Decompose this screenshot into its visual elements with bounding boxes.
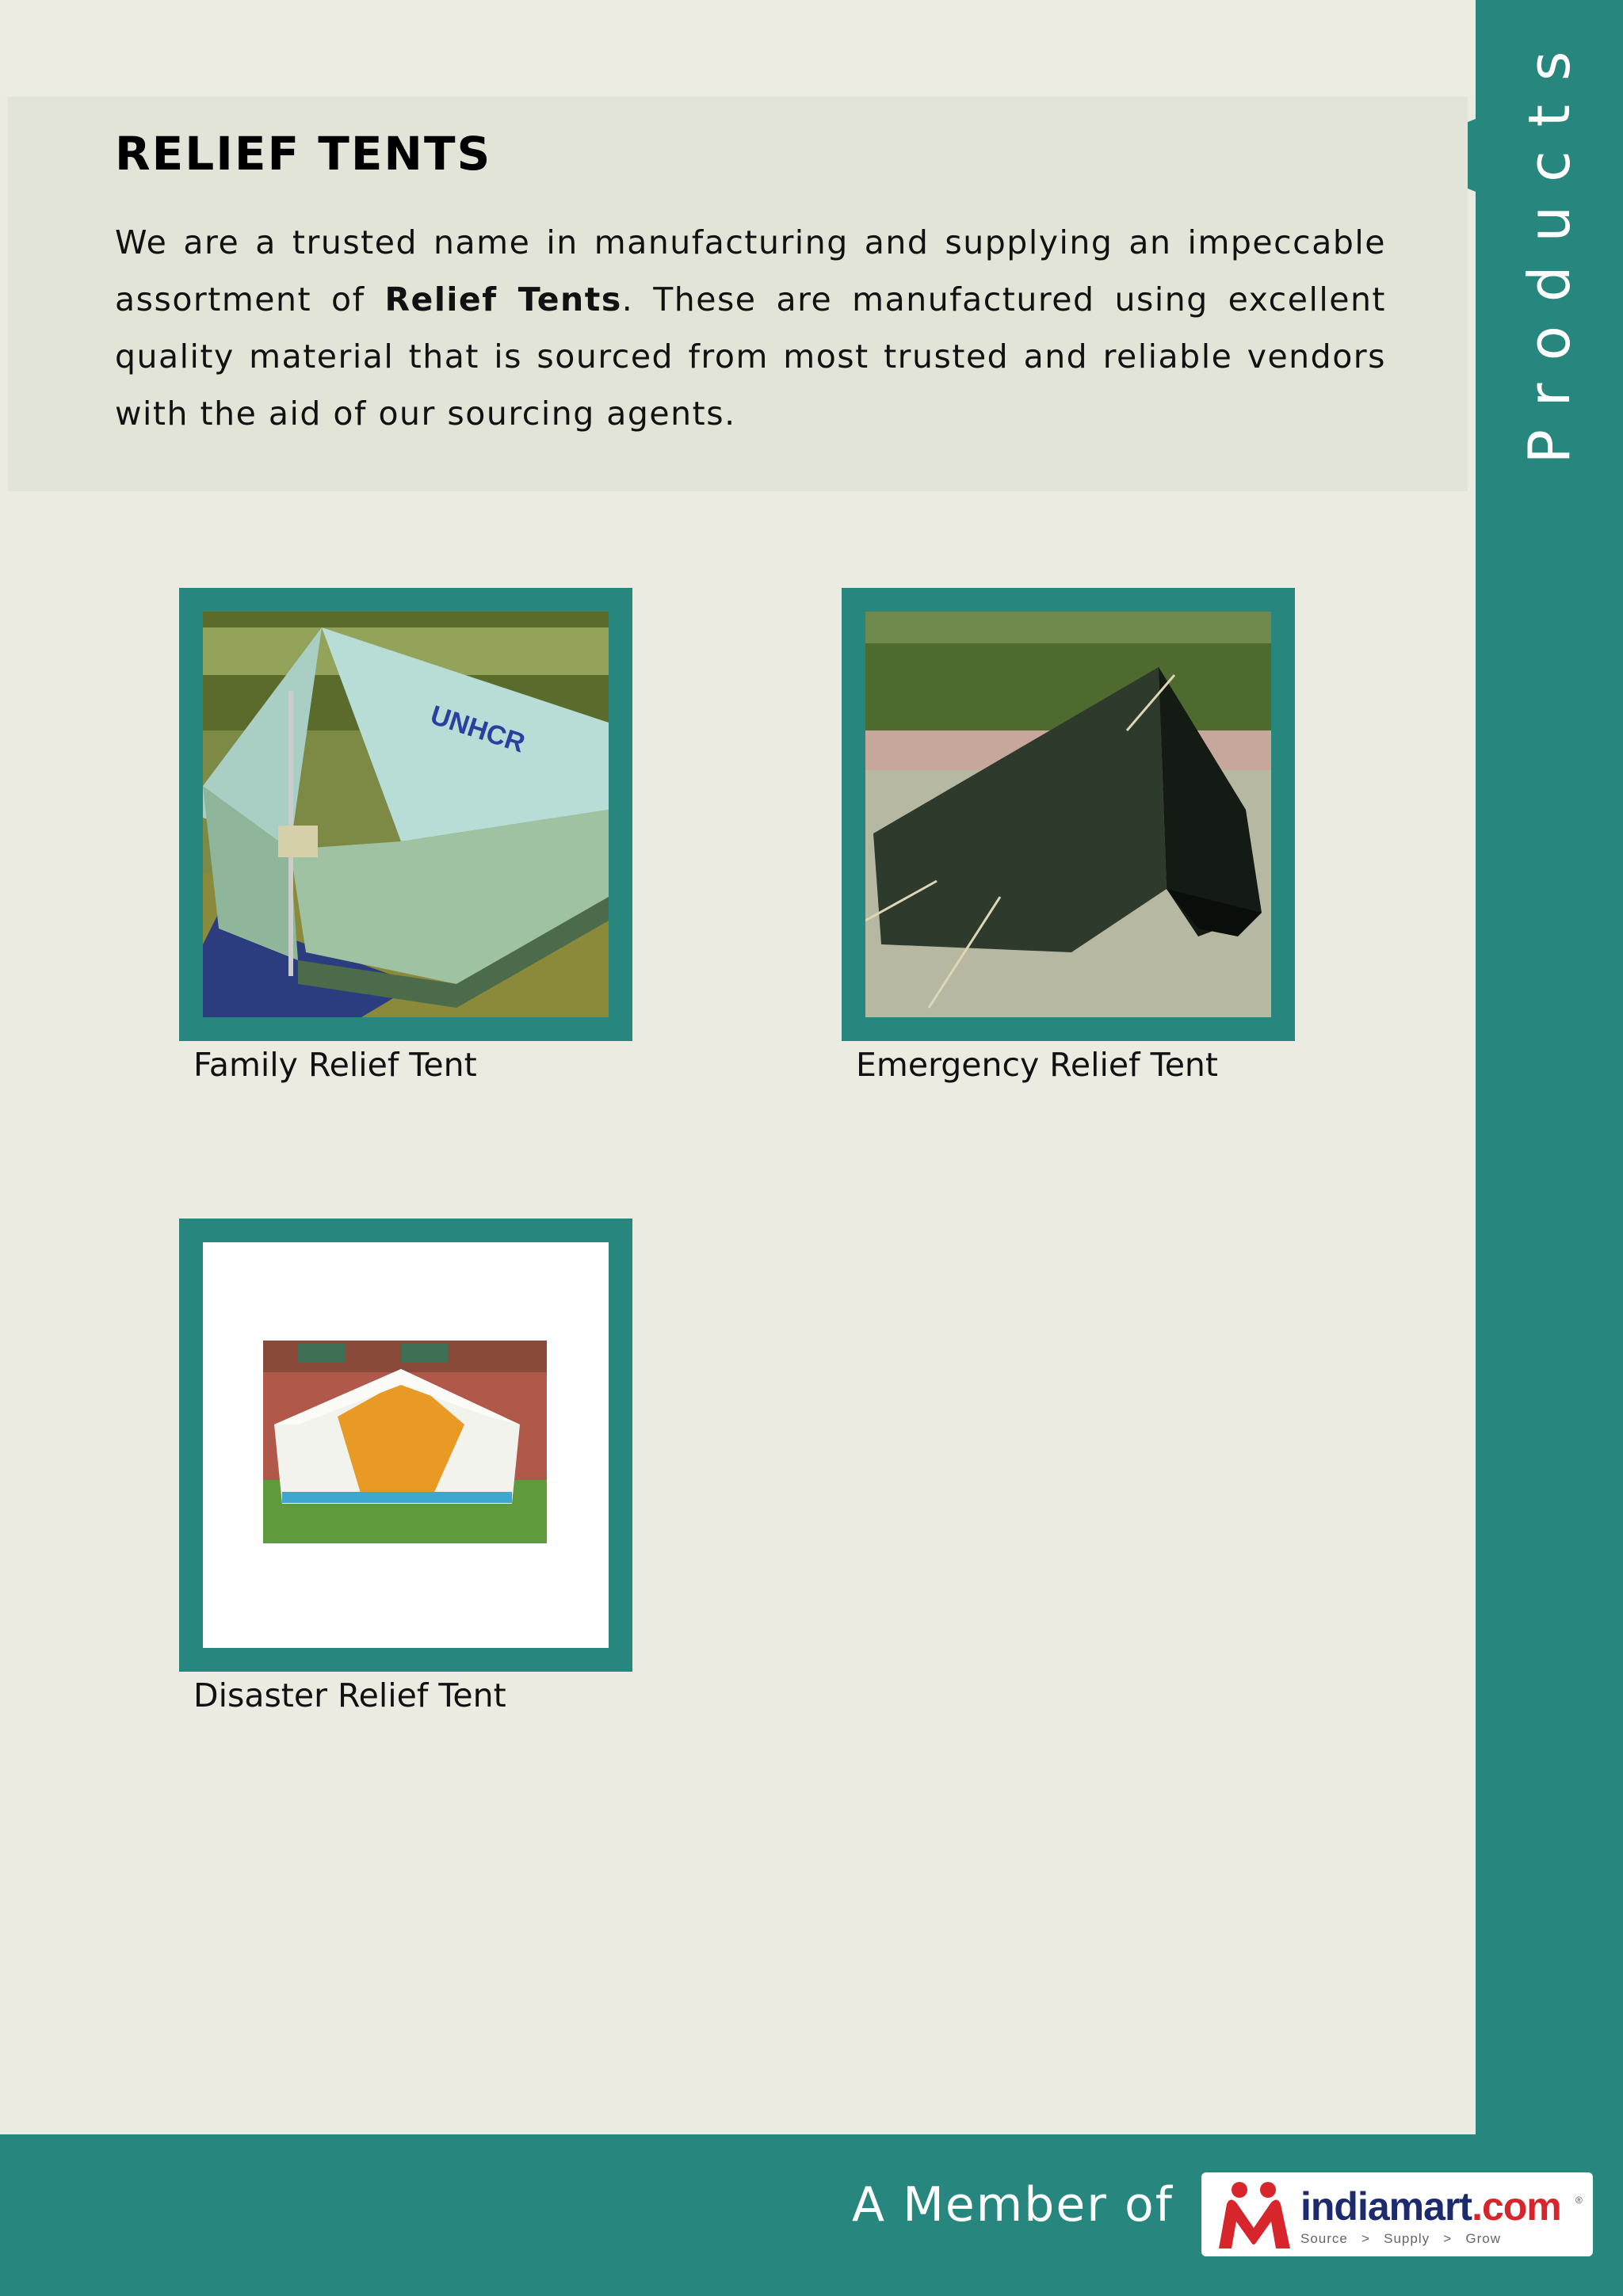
product-frame [179,1219,632,1672]
indiamart-m-icon [1208,2172,1303,2256]
product-card-family[interactable] [179,588,632,1084]
sidebar [1476,0,1623,2134]
product-caption-disaster: Disaster Relief Tent [193,1676,506,1714]
product-frame [179,588,632,1041]
product-caption-family: Family Relief Tent [193,1046,477,1084]
intro-text-bold: Relief Tents [384,280,622,318]
svg-text:UNHCR: UNHCR [426,700,529,759]
emergency-tent-photo[interactable] [865,612,1271,1017]
logo-word-main: indiamart [1300,2184,1472,2229]
logo-word-suffix: .com [1472,2184,1561,2229]
logo-tagline: Source > Supply > Grow [1300,2231,1501,2246]
product-card-disaster[interactable] [179,1219,632,1714]
disaster-tent-image [203,1242,609,1648]
family-tent-photo[interactable] [203,612,609,1017]
registered-icon: ® [1575,2195,1583,2206]
top-band [0,0,1476,97]
product-caption-emergency: Emergency Relief Tent [856,1046,1218,1084]
product-card-emergency[interactable] [842,588,1295,1084]
intro-paragraph [115,214,1386,442]
indiamart-wordmark [1300,2183,1561,2229]
disaster-tent-photo[interactable] [203,1242,609,1648]
page-title: RELIEF TENTS [115,127,492,181]
intro-text-end: . These are manufactured using excellent quality material that is sourced from most trusted and reliable vendors with the aid of our sourcing agents. [115,280,1387,433]
intro-text-start: We are a trusted name in manufacturing and supplying an impeccable assortment of [115,223,1386,318]
product-frame [842,588,1295,1041]
indiamart-logo[interactable] [1201,2172,1593,2256]
family-tent-image [203,612,609,1017]
emergency-tent-image [865,612,1271,1017]
sidebar-label: Products [1516,27,1583,464]
member-text: A Member of [852,2177,1174,2233]
